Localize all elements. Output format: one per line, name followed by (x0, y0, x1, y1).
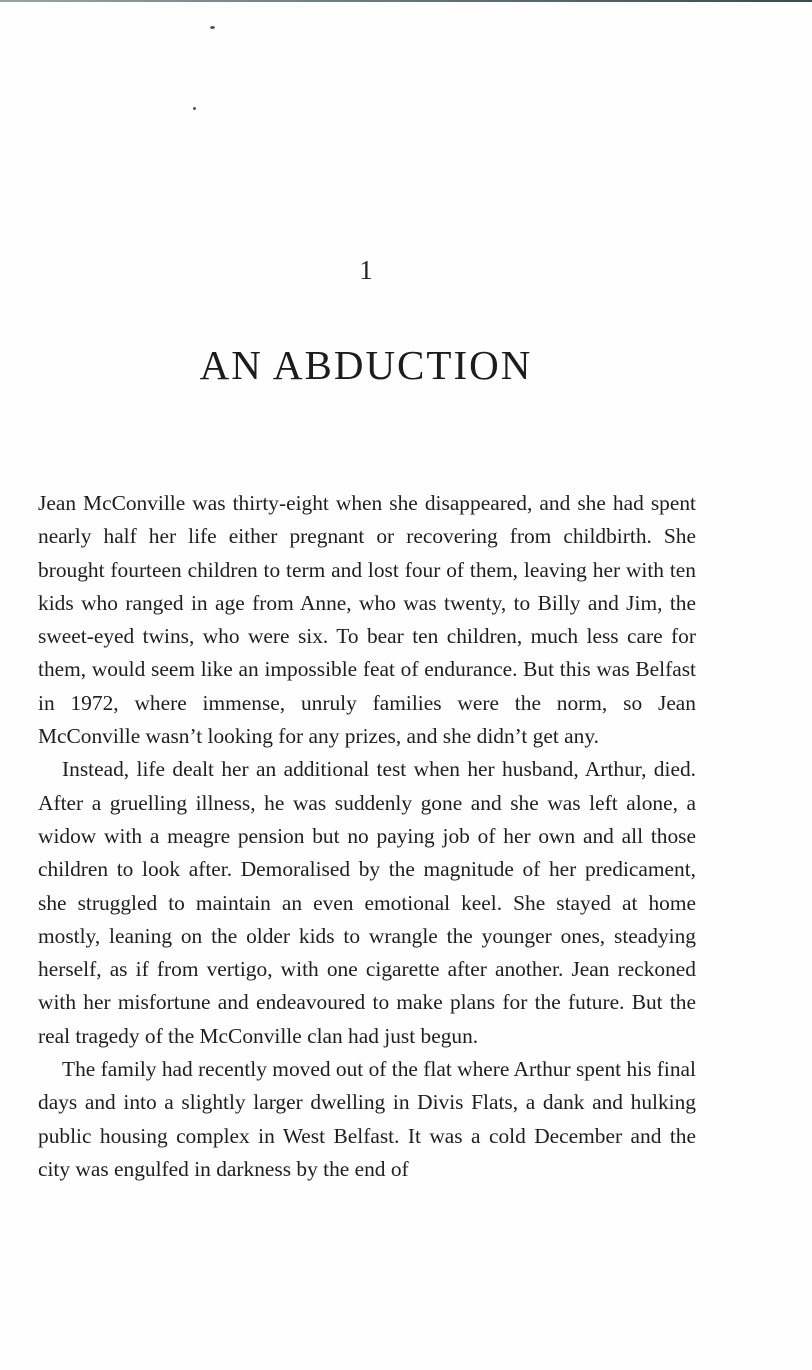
chapter-number: 1 (359, 255, 373, 285)
paragraph: The family had recently moved out of the flat where Arthur spent his final days and into a slightly larger dwelling in Divis Flats, a dank and hulking public housing complex in West Belfast. It was a cold December and the city was engulfed in darkness by the end of (38, 1057, 696, 1181)
paragraph: Instead, life dealt her an additional test when her husband, Arthur, died. After a gruelling illness, he was suddenly gone and she was left alone, a widow with a meagre pension but no paying job of her own and all those children to look after. Demoralised by the magnitude of her predicament, she struggled to maintain an even emotional keel. She stayed at home mostly, leaning on the older kids to wrangle the younger ones, steadying herself, as if from vertigo, with one cigarette after another. Jean reckoned with her misfortune and endeavoured to make plans for the future. But the real tragedy of the McConville clan had just begun. (38, 757, 696, 1048)
dust-speck (193, 107, 196, 110)
chapter-title: AN ABDUCTION (199, 342, 533, 388)
page-top-edge (0, 0, 812, 2)
body-text (38, 487, 696, 1186)
paragraph: Jean McConville was thirty-eight when she disappeared, and she had spent nearly half her life either pregnant or recovering from childbirth. She brought fourteen children to term and lost four of them, leaving her with ten kids who ranged in age from Anne, who was twenty, to Billy and Jim, the sweet-eyed twins, who were six. To bear ten children, much less care for them, would seem like an impossible feat of endurance. But this was Belfast in 1972, where immense, unruly families were the norm, so Jean McConville wasn’t looking for any prizes, and she didn’t get any. (38, 491, 696, 749)
dust-speck (210, 26, 215, 29)
